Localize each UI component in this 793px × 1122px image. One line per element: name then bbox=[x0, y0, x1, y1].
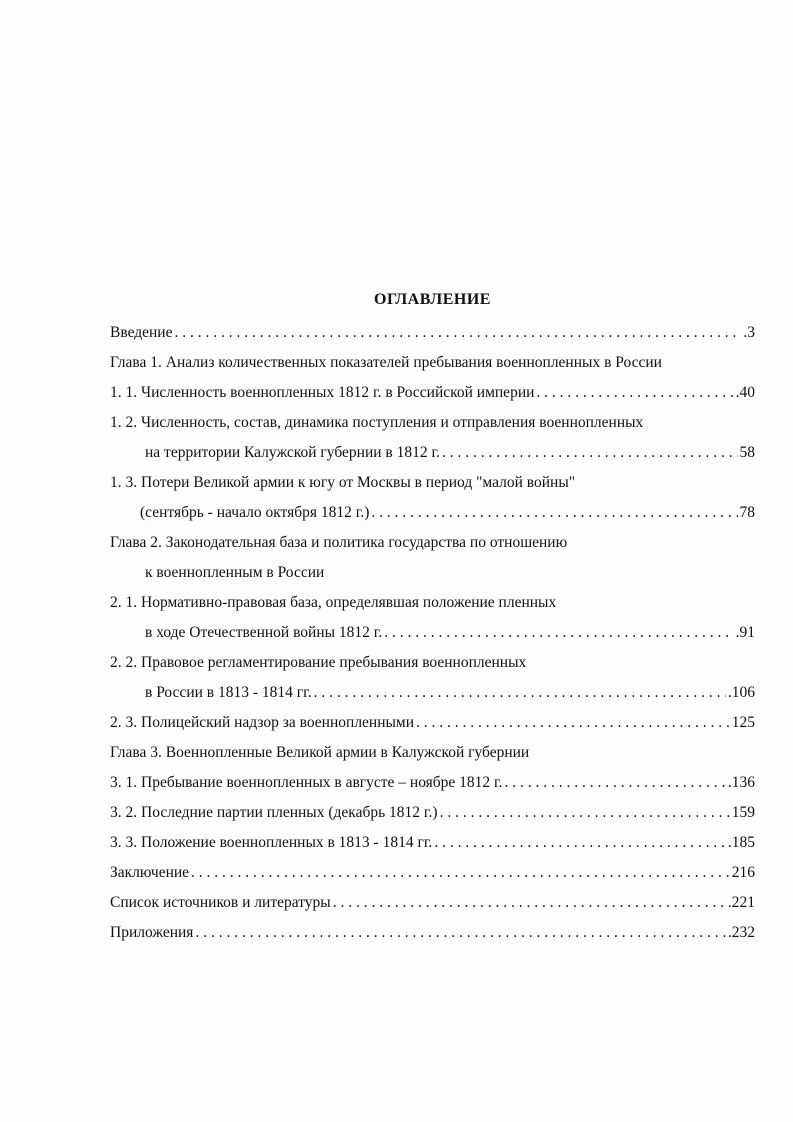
dot-leader bbox=[191, 858, 730, 888]
toc-entry-conclusion[interactable] bbox=[110, 858, 755, 888]
dot-leader bbox=[174, 318, 741, 348]
dot-leader bbox=[440, 798, 730, 828]
dot-leader bbox=[384, 618, 733, 648]
toc-entry-3-3[interactable] bbox=[110, 828, 755, 858]
toc-entry-text: к военнопленным в России bbox=[145, 564, 325, 581]
dot-leader bbox=[536, 378, 733, 408]
toc-chapter-1[interactable] bbox=[110, 348, 755, 378]
toc-entry-page: .40 bbox=[735, 384, 755, 401]
dot-leader bbox=[442, 438, 738, 468]
toc-entry-text: 3. 2. Последние партии пленных (декабрь 1812 г.) bbox=[110, 804, 438, 821]
toc-entry-text: Глава 3. Военнопленные Великой армии в Калужской губернии bbox=[110, 744, 530, 761]
toc-entry-page: .91 bbox=[735, 624, 755, 641]
toc-entry-text: на территории Калужской губернии в 1812 г. bbox=[145, 444, 440, 461]
toc-entry-page: .3 bbox=[743, 324, 755, 341]
toc-entry-page: 58 bbox=[739, 444, 755, 461]
toc-entry-text: Приложения bbox=[110, 924, 194, 941]
toc-entry-text: в ходе Отечественной войны 1812 г. bbox=[145, 624, 383, 641]
toc-entry-text: 2. 2. Правовое регламентирование пребывания военнопленных bbox=[110, 654, 527, 671]
toc-entry-text: 1. 3. Потери Великой армии к югу от Москвы в период "малой войны" bbox=[110, 474, 576, 491]
toc-entry-text: 2. 3. Полицейский надзор за военнопленными bbox=[110, 714, 415, 731]
dot-leader bbox=[434, 828, 726, 858]
dot-leader bbox=[195, 918, 725, 948]
toc-entry-text: Список источников и литературы bbox=[110, 894, 331, 911]
toc-entry-1-3-cont[interactable] bbox=[110, 498, 755, 528]
toc-chapter-2[interactable] bbox=[110, 528, 755, 558]
toc-entry-text: Глава 2. Законодательная база и политика государства по отношению bbox=[110, 534, 568, 551]
dot-leader bbox=[505, 768, 726, 798]
dot-leader bbox=[416, 708, 730, 738]
toc-entry-page: .185 bbox=[727, 834, 755, 851]
toc-entry-page: .136 bbox=[727, 774, 755, 791]
toc-entry-3-2[interactable] bbox=[110, 798, 755, 828]
toc-entry-page: 125 bbox=[731, 714, 755, 731]
toc-entry-1-1[interactable] bbox=[110, 378, 755, 408]
toc-entry-text: Введение bbox=[110, 324, 173, 341]
toc-entry-page: 78 bbox=[739, 504, 755, 521]
toc-entry-page: .232 bbox=[727, 924, 755, 941]
table-of-contents bbox=[110, 288, 755, 948]
toc-entry-text: 3. 3. Положение военнопленных в 1813 - 1814 гг. bbox=[110, 834, 433, 851]
toc-chapter-3[interactable] bbox=[110, 738, 755, 768]
toc-entry-text: (сентябрь - начало октября 1812 г.) bbox=[140, 504, 370, 521]
toc-entry-2-2[interactable] bbox=[110, 648, 755, 678]
dot-leader bbox=[371, 498, 737, 528]
toc-entry-appendices[interactable] bbox=[110, 918, 755, 948]
toc-entry-page: 216 bbox=[731, 864, 755, 881]
toc-entry-text: 1. 1. Численность военнопленных 1812 г. в Российской империи bbox=[110, 384, 535, 401]
toc-entry-introduction[interactable] bbox=[110, 318, 755, 348]
toc-entry-text: 1. 2. Численность, состав, динамика поступления и отправления военнопленных bbox=[110, 414, 644, 431]
dot-leader bbox=[333, 888, 726, 918]
toc-entry-3-1[interactable] bbox=[110, 768, 755, 798]
toc-entry-page: .221 bbox=[727, 894, 755, 911]
toc-entry-text: 2. 1. Нормативно-правовая база, определявшая положение пленных bbox=[110, 594, 557, 611]
toc-entry-1-2-cont[interactable] bbox=[110, 438, 755, 468]
toc-entry-text: 3. 1. Пребывание военнопленных в августе – ноябре 1812 г. bbox=[110, 774, 503, 791]
toc-entry-1-3[interactable] bbox=[110, 468, 755, 498]
toc-chapter-2-cont[interactable] bbox=[110, 558, 755, 588]
toc-entry-2-1[interactable] bbox=[110, 588, 755, 618]
toc-entry-page: .106 bbox=[727, 684, 755, 701]
toc-entry-text: в России в 1813 - 1814 гг. bbox=[145, 684, 312, 701]
toc-entry-2-3[interactable] bbox=[110, 708, 755, 738]
toc-entry-2-1-cont[interactable] bbox=[110, 618, 755, 648]
dot-leader bbox=[314, 678, 726, 708]
toc-entry-page: 159 bbox=[731, 804, 755, 821]
toc-entry-text: Глава 1. Анализ количественных показателей пребывания военнопленных в России bbox=[110, 354, 662, 371]
toc-entry-1-2[interactable] bbox=[110, 408, 755, 438]
toc-entry-2-2-cont[interactable] bbox=[110, 678, 755, 708]
toc-entry-sources[interactable] bbox=[110, 888, 755, 918]
toc-title: ОГЛАВЛЕНИЕ bbox=[374, 291, 491, 308]
toc-entry-text: Заключение bbox=[110, 864, 190, 881]
